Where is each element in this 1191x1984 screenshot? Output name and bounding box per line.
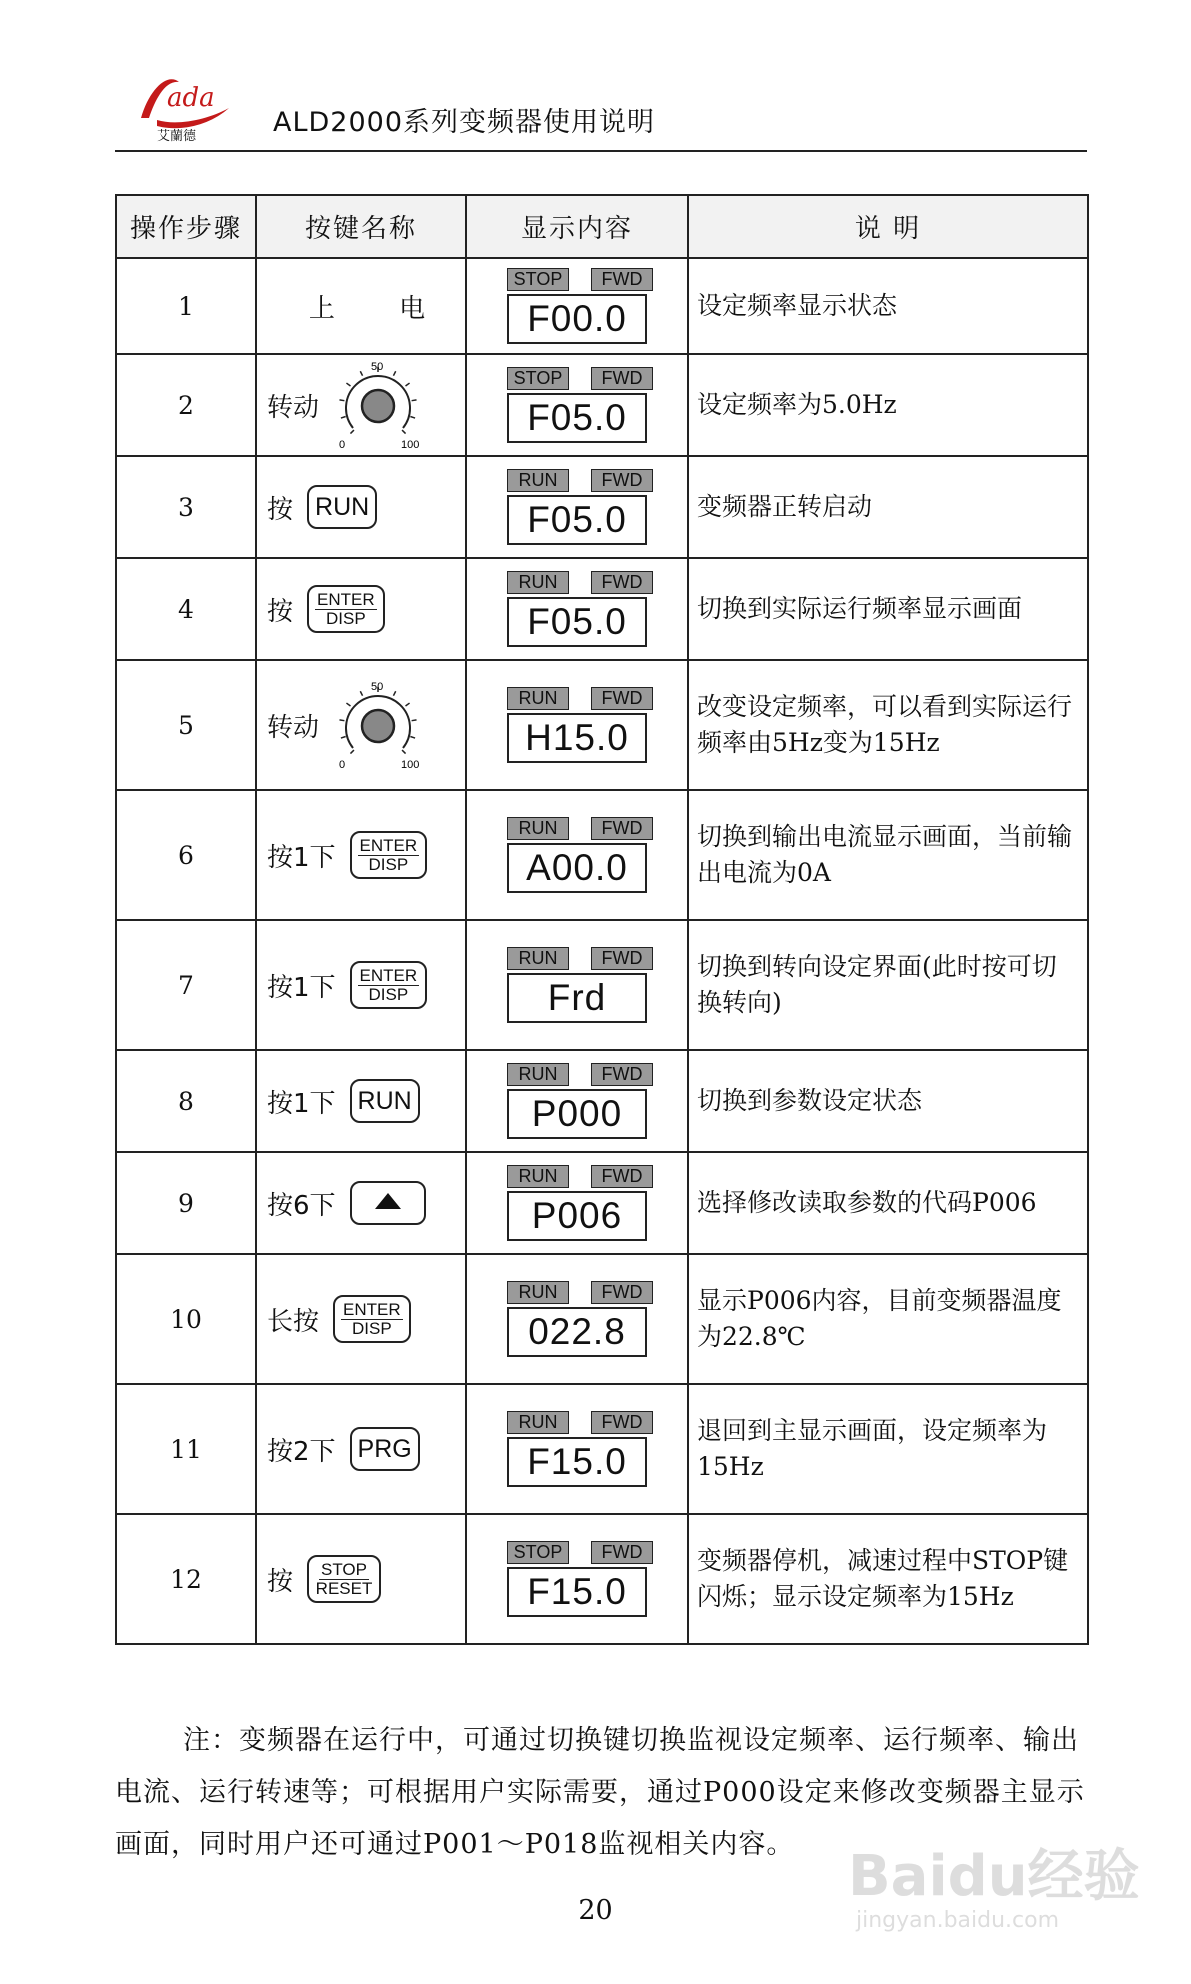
- svg-text:ada: ada: [167, 83, 215, 113]
- status-indicator-state: STOP: [507, 268, 569, 291]
- action-label: 按1下: [267, 972, 336, 1003]
- display-readout: 022.8: [507, 1307, 647, 1357]
- knob-label-max: 100: [401, 759, 420, 770]
- description: 切换到参数设定状态: [688, 1050, 1088, 1152]
- led-display: [467, 469, 687, 545]
- description: 切换到实际运行频率显示画面: [688, 558, 1088, 660]
- key-label-top: ENTER: [317, 589, 375, 609]
- knob-label-min: 0: [339, 439, 346, 450]
- led-display: [467, 1165, 687, 1241]
- description: 切换到输出电流显示画面，当前输出电流为0A: [688, 790, 1088, 920]
- display-cell: [466, 354, 688, 456]
- status-indicator-state: RUN: [507, 817, 569, 840]
- status-indicator-state: RUN: [507, 687, 569, 710]
- table-row: [116, 790, 1088, 920]
- display-readout: F05.0: [507, 495, 647, 545]
- enter-disp-key-button[interactable]: [307, 585, 385, 633]
- key-label-top: ENTER: [343, 1299, 401, 1319]
- key-cell: [256, 1384, 466, 1514]
- description: 退回到主显示画面，设定频率为15Hz: [688, 1384, 1088, 1514]
- display-cell: [466, 1254, 688, 1384]
- step-number: 2: [116, 354, 256, 456]
- table-row: [116, 1050, 1088, 1152]
- enter-disp-key-button[interactable]: [350, 961, 428, 1009]
- status-indicator-direction: FWD: [591, 817, 653, 840]
- status-indicator-direction: FWD: [591, 367, 653, 390]
- run-key-button[interactable]: RUN: [307, 485, 377, 529]
- up-key-button[interactable]: [350, 1181, 426, 1225]
- status-indicator-state: RUN: [507, 1281, 569, 1304]
- status-indicators: [507, 817, 647, 840]
- display-cell: [466, 660, 688, 790]
- action-label: 按: [267, 1566, 294, 1597]
- prg-key-button[interactable]: PRG: [350, 1427, 420, 1471]
- display-readout: F05.0: [507, 393, 647, 443]
- status-indicator-state: STOP: [507, 367, 569, 390]
- status-indicator-direction: FWD: [591, 1165, 653, 1188]
- display-cell: [466, 1384, 688, 1514]
- key-label-top: ENTER: [359, 835, 418, 855]
- status-indicator-state: RUN: [507, 1411, 569, 1434]
- key-cell: [256, 1514, 466, 1644]
- key-label-bottom: DISP: [368, 854, 409, 874]
- key-action: [267, 485, 465, 529]
- key-action: [267, 1555, 465, 1603]
- led-display: [467, 268, 687, 344]
- display-cell: [466, 1152, 688, 1254]
- display-cell: [466, 456, 688, 558]
- knob-label-max: 100: [401, 439, 420, 450]
- status-indicator-direction: FWD: [591, 1541, 653, 1564]
- status-indicator-direction: FWD: [591, 469, 653, 492]
- status-indicator-direction: FWD: [591, 1411, 653, 1434]
- step-number: 7: [116, 920, 256, 1050]
- step-number: 9: [116, 1152, 256, 1254]
- description: 设定频率显示状态: [688, 258, 1088, 354]
- action-label: 按: [267, 596, 294, 627]
- knob-label-mid: 50: [371, 361, 384, 373]
- key-cell: [256, 790, 466, 920]
- table-row: [116, 920, 1088, 1050]
- key-cell: [256, 1050, 466, 1152]
- table-row: [116, 1254, 1088, 1384]
- status-indicators: [507, 268, 647, 291]
- step-number: 12: [116, 1514, 256, 1644]
- key-action: [267, 1181, 465, 1225]
- svg-text:艾蘭德: 艾蘭德: [157, 129, 197, 144]
- action-label: 转动: [267, 392, 320, 423]
- status-indicator-direction: FWD: [591, 1063, 653, 1086]
- status-indicator-state: RUN: [507, 947, 569, 970]
- table-row: [116, 258, 1088, 354]
- action-label: 按1下: [267, 842, 336, 873]
- action-label: 按2下: [267, 1436, 336, 1467]
- status-indicators: [507, 1063, 647, 1086]
- action-label: 上 电: [308, 293, 454, 324]
- status-indicators: [507, 1411, 647, 1434]
- display-readout: F00.0: [507, 294, 647, 344]
- page-number: 20: [578, 1895, 613, 1926]
- key-action: [267, 1427, 465, 1471]
- table-row: [116, 1514, 1088, 1644]
- status-indicator-state: STOP: [507, 1541, 569, 1564]
- table-row: [116, 354, 1088, 456]
- key-action: [267, 1295, 465, 1343]
- header-display: 显示内容: [466, 195, 688, 258]
- table-row: [116, 1152, 1088, 1254]
- key-label-bottom: DISP: [368, 984, 409, 1004]
- key-action: [267, 585, 465, 633]
- action-label: 按1下: [267, 1088, 336, 1119]
- key-cell: [256, 354, 466, 456]
- document-title: ALD2000系列变频器使用说明: [273, 107, 656, 138]
- key-label-top: ENTER: [359, 965, 418, 985]
- step-number: 4: [116, 558, 256, 660]
- header-description: 说 明: [688, 195, 1088, 258]
- table-row: [116, 660, 1088, 790]
- header-step: 操作步骤: [116, 195, 256, 258]
- step-number: 5: [116, 660, 256, 790]
- frequency-knob-icon: [333, 360, 423, 450]
- led-display: [467, 367, 687, 443]
- led-display: [467, 947, 687, 1023]
- stop-reset-key-button[interactable]: [307, 1555, 381, 1603]
- step-number: 11: [116, 1384, 256, 1514]
- key-label-bottom: DISP: [351, 1318, 392, 1338]
- status-indicators: [507, 1541, 647, 1564]
- display-readout: Frd: [507, 973, 647, 1023]
- key-label-bottom: DISP: [325, 608, 366, 628]
- frequency-knob-icon: [333, 680, 423, 770]
- description: 改变设定频率，可以看到实际运行频率由5Hz变为15Hz: [688, 660, 1088, 790]
- knob-label-min: 0: [339, 759, 346, 770]
- display-readout: A00.0: [507, 843, 647, 893]
- led-display: [467, 1281, 687, 1357]
- display-readout: F15.0: [507, 1567, 647, 1617]
- display-cell: [466, 790, 688, 920]
- description: 选择修改读取参数的代码P006: [688, 1152, 1088, 1254]
- header-key: 按键名称: [256, 195, 466, 258]
- enter-disp-key-button[interactable]: [333, 1295, 411, 1343]
- led-display: [467, 1411, 687, 1487]
- led-display: [467, 1063, 687, 1139]
- status-indicators: [507, 1165, 647, 1188]
- display-readout: P006: [507, 1191, 647, 1241]
- status-indicator-direction: FWD: [591, 268, 653, 291]
- key-action: [267, 680, 465, 770]
- display-cell: [466, 258, 688, 354]
- description: 切换到转向设定界面(此时按可切换转向): [688, 920, 1088, 1050]
- led-display: [467, 571, 687, 647]
- status-indicator-state: RUN: [507, 1165, 569, 1188]
- status-indicators: [507, 687, 647, 710]
- table-row: [116, 1384, 1088, 1514]
- status-indicators: [507, 947, 647, 970]
- company-logo: [127, 60, 237, 144]
- key-action: [267, 1079, 465, 1123]
- description: 显示P006内容，目前变频器温度为22.8℃: [688, 1254, 1088, 1384]
- display-readout: F05.0: [507, 597, 647, 647]
- status-indicators: [507, 1281, 647, 1304]
- display-cell: [466, 1050, 688, 1152]
- key-label-top: STOP: [321, 1559, 367, 1579]
- key-cell: [256, 456, 466, 558]
- step-number: 3: [116, 456, 256, 558]
- status-indicator-direction: FWD: [591, 947, 653, 970]
- key-cell: [256, 1254, 466, 1384]
- status-indicators: [507, 571, 647, 594]
- status-indicator-state: RUN: [507, 1063, 569, 1086]
- description: 变频器停机，减速过程中STOP键闪烁；显示设定频率为15Hz: [688, 1514, 1088, 1644]
- display-cell: [466, 920, 688, 1050]
- key-cell: [256, 920, 466, 1050]
- run-key-button[interactable]: RUN: [350, 1079, 420, 1123]
- step-number: 10: [116, 1254, 256, 1384]
- key-action: [267, 288, 465, 325]
- key-action: [267, 360, 465, 450]
- status-indicator-direction: FWD: [591, 571, 653, 594]
- step-number: 1: [116, 258, 256, 354]
- description: 设定频率为5.0Hz: [688, 354, 1088, 456]
- table-row: [116, 456, 1088, 558]
- table-row: [116, 558, 1088, 660]
- key-cell: [256, 660, 466, 790]
- display-readout: P000: [507, 1089, 647, 1139]
- key-cell: [256, 258, 466, 354]
- display-cell: [466, 558, 688, 660]
- watermark-brand: Baidu经验: [848, 1844, 1140, 1909]
- key-cell: [256, 558, 466, 660]
- knob-label-mid: 50: [371, 681, 384, 693]
- description: 变频器正转启动: [688, 456, 1088, 558]
- key-action: [267, 831, 465, 879]
- status-indicators: [507, 367, 647, 390]
- operation-steps-table: [115, 194, 1089, 1645]
- status-indicators: [507, 469, 647, 492]
- baidu-watermark: [848, 1846, 1144, 1966]
- action-label: 长按: [267, 1306, 320, 1337]
- led-display: [467, 687, 687, 763]
- led-display: [467, 817, 687, 893]
- key-action: [267, 961, 465, 1009]
- action-label: 按6下: [267, 1190, 336, 1221]
- status-indicator-direction: FWD: [591, 1281, 653, 1304]
- key-cell: [256, 1152, 466, 1254]
- status-indicator-state: RUN: [507, 571, 569, 594]
- table-header-row: [116, 195, 1088, 258]
- status-indicator-state: RUN: [507, 469, 569, 492]
- display-cell: [466, 1514, 688, 1644]
- key-label-bottom: RESET: [315, 1578, 373, 1598]
- step-number: 6: [116, 790, 256, 920]
- display-readout: F15.0: [507, 1437, 647, 1487]
- action-label: 按: [267, 494, 294, 525]
- note-paragraph: 注：变频器在运行中，可通过切换键切换监视设定频率、运行频率、输出电流、运行转速等；可根据用户实际需要，通过P000设定来修改变频器主显示画面，同时用户还可通过P001～P018监视相关内容。: [115, 1725, 1085, 1860]
- action-label: 转动: [267, 712, 320, 743]
- enter-disp-key-button[interactable]: [350, 831, 428, 879]
- status-indicator-direction: FWD: [591, 687, 653, 710]
- display-readout: H15.0: [507, 713, 647, 763]
- page-header: [115, 58, 1087, 152]
- watermark-url: jingyan.baidu.com: [856, 1908, 1060, 1933]
- step-number: 8: [116, 1050, 256, 1152]
- led-display: [467, 1541, 687, 1617]
- up-arrow-icon: [373, 1189, 403, 1218]
